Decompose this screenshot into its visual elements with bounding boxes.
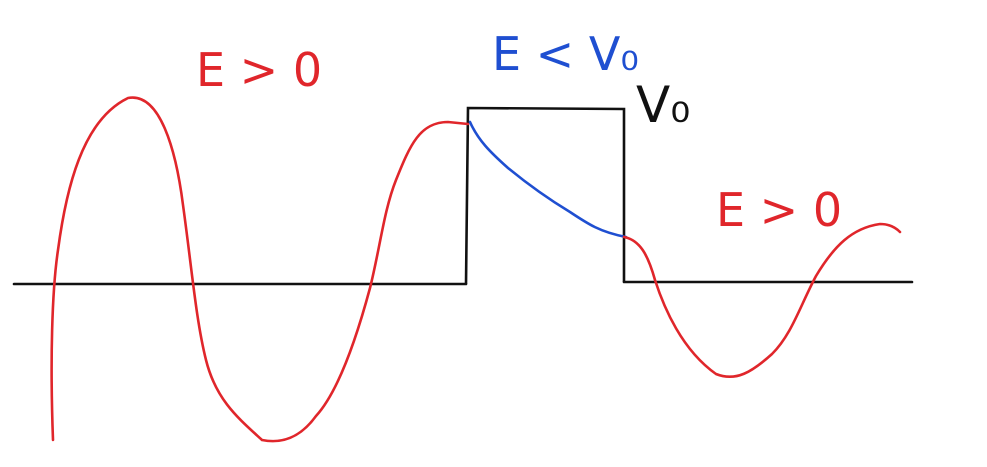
barrier-height-label: V₀ [636,76,691,134]
wavefunction-left [52,98,468,442]
barrier-region-label: E < V₀ [492,27,639,81]
left-region-label: E > 0 [196,43,323,97]
right-region-label: E > 0 [716,183,843,237]
wavefunction-right [624,224,900,377]
wavefunction-inside-barrier [470,122,626,237]
